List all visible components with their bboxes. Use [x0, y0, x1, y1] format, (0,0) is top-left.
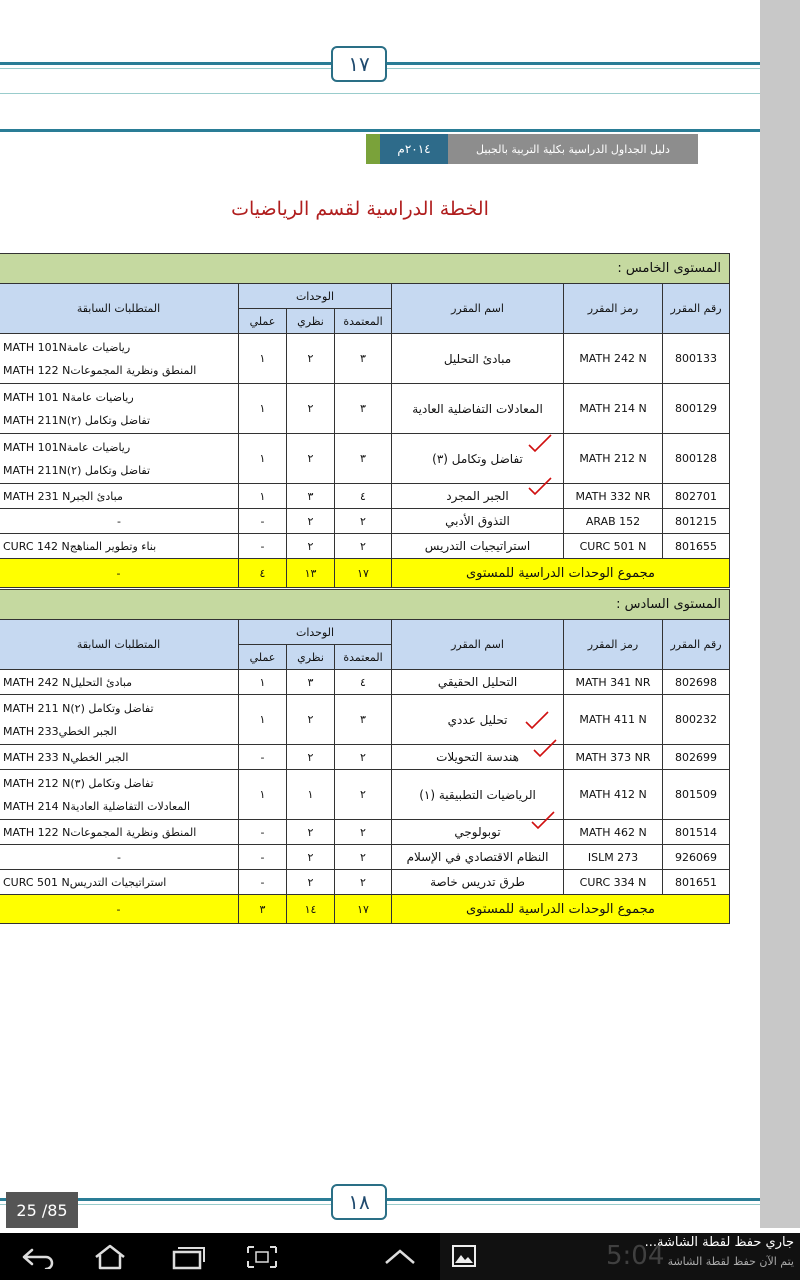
cell-course-code: MATH 212 N: [564, 434, 663, 484]
cell-credit: ٣: [335, 434, 392, 484]
cell-course-code: MATH 412 N: [564, 770, 663, 820]
cell-course-name: الرياضيات التطبيقية (١): [392, 770, 564, 820]
table-row: [0, 434, 730, 484]
cell-prereq: [0, 670, 239, 695]
prereq-line: استراتيجيات التدريسCURC 501 N: [3, 875, 167, 889]
col-practical: عملي: [239, 309, 287, 334]
cell-course-no: 802698: [663, 670, 730, 695]
cell-theory: ٢: [287, 534, 335, 559]
recent-apps-icon: [170, 1244, 206, 1270]
cell-course-code: MATH 242 N: [564, 334, 663, 384]
table-row: [0, 334, 730, 384]
prereq-line: تفاضل وتكامل (٢)MATH 211N: [3, 463, 151, 477]
cell-prereq: [0, 845, 239, 870]
cell-practical: -: [239, 820, 287, 845]
cell-course-name: الجبر المجرد: [392, 484, 564, 509]
col-credit: المعتمدة: [335, 309, 392, 334]
bottom-page-number: ١٨: [331, 1184, 387, 1220]
cell-course-no: 801509: [663, 770, 730, 820]
prereq-line: تفاضل وتكامل (٢)MATH 211N: [3, 413, 151, 427]
cell-course-code: CURC 334 N: [564, 870, 663, 895]
col-prereq: المتطلبات السابقة: [0, 284, 239, 334]
menu-up-button[interactable]: [380, 1240, 420, 1274]
cell-credit: ٤: [335, 670, 392, 695]
cell-credit: ٢: [335, 820, 392, 845]
table-row: [0, 384, 730, 434]
cell-course-no: 801514: [663, 820, 730, 845]
handwritten-check-icon: [524, 710, 550, 730]
cell-course-no: 801651: [663, 870, 730, 895]
cell-theory: ٢: [287, 509, 335, 534]
cell-course-name: التذوق الأدبي: [392, 509, 564, 534]
level6-table: [0, 589, 730, 924]
cell-theory: ٢: [287, 334, 335, 384]
prereq-line: رياضيات عامةMATH 101N: [3, 440, 131, 454]
cell-practical: -: [239, 745, 287, 770]
cell-practical: -: [239, 845, 287, 870]
level6-total-theory: ١٤: [287, 895, 335, 924]
cell-course-no: 800128: [663, 434, 730, 484]
table-row: [0, 820, 730, 845]
cell-course-name: المعادلات التفاضلية العادية: [392, 384, 564, 434]
viewer-gutter: [760, 0, 800, 1228]
col-theory: نظري: [287, 645, 335, 670]
handwritten-check-icon: [527, 433, 553, 453]
handwritten-check-icon: [532, 738, 558, 758]
col-prereq: المتطلبات السابقة: [0, 620, 239, 670]
cell-course-name: مبادئ التحليل: [392, 334, 564, 384]
level5-total-practical: ٤: [239, 559, 287, 588]
status-clock: 5:04: [606, 1241, 665, 1271]
cell-credit: ٢: [335, 845, 392, 870]
cell-credit: ٣: [335, 334, 392, 384]
cell-practical: -: [239, 870, 287, 895]
cell-course-name: تحليل عددي: [392, 695, 564, 745]
cell-theory: ٢: [287, 384, 335, 434]
home-button[interactable]: [90, 1240, 130, 1274]
table-row: [0, 870, 730, 895]
cell-theory: ٢: [287, 870, 335, 895]
screenshot-button[interactable]: [242, 1240, 282, 1274]
cell-prereq: [0, 384, 239, 434]
cell-practical: ١: [239, 384, 287, 434]
notification-title: جاري حفظ لقطة الشاشة...: [644, 1235, 794, 1250]
cell-prereq: [0, 870, 239, 895]
cell-course-code: MATH 332 NR: [564, 484, 663, 509]
header-accent: [366, 134, 380, 164]
cell-credit: ٢: [335, 745, 392, 770]
cell-course-no: 802701: [663, 484, 730, 509]
cell-credit: ٤: [335, 484, 392, 509]
level5-table: [0, 253, 730, 588]
table-row: [0, 845, 730, 870]
cell-course-no: 801215: [663, 509, 730, 534]
level6-total-credit: ١٧: [335, 895, 392, 924]
cell-course-code: MATH 214 N: [564, 384, 663, 434]
page-break-thin: [0, 93, 760, 94]
cell-theory: ٣: [287, 484, 335, 509]
cell-practical: ١: [239, 670, 287, 695]
cell-course-no: 801655: [663, 534, 730, 559]
col-practical: عملي: [239, 645, 287, 670]
cell-prereq: [0, 534, 239, 559]
col-theory: نظري: [287, 309, 335, 334]
cell-course-name: طرق تدريس خاصة: [392, 870, 564, 895]
col-units: الوحدات: [239, 284, 392, 309]
cell-theory: ٢: [287, 695, 335, 745]
cell-credit: ٢: [335, 509, 392, 534]
cell-practical: ١: [239, 770, 287, 820]
cell-prereq: [0, 509, 239, 534]
image-icon: [452, 1245, 476, 1267]
cell-course-no: 800129: [663, 384, 730, 434]
level6-total-label: مجموع الوحدات الدراسية للمستوى: [392, 895, 730, 924]
cell-credit: ٢: [335, 534, 392, 559]
prereq-line: تفاضل وتكامل (٣)MATH 212 N: [3, 776, 154, 790]
prereq-line: -: [117, 850, 121, 864]
cell-credit: ٢: [335, 770, 392, 820]
cell-prereq: [0, 484, 239, 509]
recent-apps-button[interactable]: [168, 1240, 208, 1274]
prereq-line: المعادلات التفاضلية العاديةMATH 214 N: [3, 799, 191, 813]
cell-course-name: تفاضل وتكامل (٣): [392, 434, 564, 484]
document-title: دليل الجداول الدراسية بكلية التربية بالجبيل: [448, 134, 698, 164]
col-course-no: رقم المقرر: [663, 620, 730, 670]
cell-theory: ١: [287, 770, 335, 820]
cell-course-code: CURC 501 N: [564, 534, 663, 559]
cell-prereq: [0, 745, 239, 770]
cell-practical: -: [239, 534, 287, 559]
table-row: [0, 670, 730, 695]
screenshot-icon: [244, 1243, 280, 1271]
cell-theory: ٢: [287, 434, 335, 484]
level6-title: المستوى السادس :: [0, 590, 730, 620]
cell-practical: ١: [239, 695, 287, 745]
level5-title: المستوى الخامس :: [0, 254, 730, 284]
cell-credit: ٣: [335, 695, 392, 745]
cell-practical: ١: [239, 334, 287, 384]
cell-prereq: [0, 434, 239, 484]
cell-theory: ٢: [287, 845, 335, 870]
cell-practical: ١: [239, 434, 287, 484]
cell-course-code: MATH 411 N: [564, 695, 663, 745]
col-course-code: رمز المقرر: [564, 284, 663, 334]
prereq-line: الجبر الخطي233 MATH: [3, 724, 117, 738]
back-icon: [20, 1245, 56, 1269]
cell-prereq: [0, 334, 239, 384]
cell-course-name: النظام الاقتصادي في الإسلام: [392, 845, 564, 870]
table-row: [0, 745, 730, 770]
table-row: [0, 484, 730, 509]
prereq-line: رياضيات عامةMATH 101 N: [3, 390, 134, 404]
plan-title: الخطة الدراسية لقسم الرياضيات: [231, 198, 489, 220]
prereq-line: مبادئ التحليلMATH 242 N: [3, 675, 133, 689]
prereq-line: مبادئ الجبرMATH 231 N: [3, 489, 123, 503]
prereq-line: المنطق ونظرية المجموعاتMATH 122 N: [3, 363, 197, 377]
col-course-no: رقم المقرر: [663, 284, 730, 334]
cell-credit: ٢: [335, 870, 392, 895]
cell-course-name: هندسة التحويلات: [392, 745, 564, 770]
prereq-line: تفاضل وتكامل (٢)MATH 211 N: [3, 701, 154, 715]
table-row: [0, 770, 730, 820]
cell-course-no: 800133: [663, 334, 730, 384]
cell-course-no: 926069: [663, 845, 730, 870]
cell-theory: ٣: [287, 670, 335, 695]
document-year: ٢٠١٤م: [380, 134, 448, 164]
cell-prereq: [0, 770, 239, 820]
cell-credit: ٣: [335, 384, 392, 434]
cell-prereq: [0, 695, 239, 745]
cell-prereq: [0, 820, 239, 845]
level6-total-practical: ٣: [239, 895, 287, 924]
table-row: [0, 509, 730, 534]
prereq-line: بناء وتطوير المناهجCURC 142 N: [3, 539, 157, 553]
level5-total-prereq: -: [0, 559, 239, 588]
cell-course-no: 800232: [663, 695, 730, 745]
header-rule: [0, 129, 760, 132]
handwritten-check-icon: [530, 810, 556, 830]
cell-course-name: استراتيجيات التدريس: [392, 534, 564, 559]
cell-course-code: MATH 341 NR: [564, 670, 663, 695]
level5-total-label: مجموع الوحدات الدراسية للمستوى: [392, 559, 730, 588]
screenshot-notification[interactable]: [440, 1233, 800, 1280]
page-indicator[interactable]: 25 /85: [6, 1192, 78, 1228]
col-course-name: اسم المقرر: [392, 620, 564, 670]
level6-total-prereq: -: [0, 895, 239, 924]
cell-theory: ٢: [287, 745, 335, 770]
prereq-line: الجبر الخطيMATH 233 N: [3, 750, 129, 764]
cell-course-code: MATH 462 N: [564, 820, 663, 845]
col-units: الوحدات: [239, 620, 392, 645]
home-icon: [92, 1244, 128, 1270]
cell-practical: -: [239, 509, 287, 534]
cell-practical: ١: [239, 484, 287, 509]
level5-total-credit: ١٧: [335, 559, 392, 588]
chevron-up-icon: [382, 1247, 418, 1267]
table-row: [0, 695, 730, 745]
cell-course-no: 802699: [663, 745, 730, 770]
cell-theory: ٢: [287, 820, 335, 845]
table-row: [0, 534, 730, 559]
top-page-number: ١٧: [331, 46, 387, 82]
back-button[interactable]: [18, 1240, 58, 1274]
col-credit: المعتمدة: [335, 645, 392, 670]
cell-course-code: ARAB 152: [564, 509, 663, 534]
cell-course-code: MATH 373 NR: [564, 745, 663, 770]
cell-course-name: التحليل الحقيقي: [392, 670, 564, 695]
notification-subtitle: يتم الآن حفظ لقطة الشاشة: [667, 1255, 794, 1268]
handwritten-check-icon: [527, 476, 553, 496]
prereq-line: -: [117, 514, 121, 528]
prereq-line: رياضيات عامةMATH 101N: [3, 340, 131, 354]
col-course-name: اسم المقرر: [392, 284, 564, 334]
level5-total-theory: ١٣: [287, 559, 335, 588]
cell-course-code: ISLM 273: [564, 845, 663, 870]
prereq-line: المنطق ونظرية المجموعاتMATH 122 N: [3, 825, 197, 839]
col-course-code: رمز المقرر: [564, 620, 663, 670]
cell-course-name: توبولوجي: [392, 820, 564, 845]
